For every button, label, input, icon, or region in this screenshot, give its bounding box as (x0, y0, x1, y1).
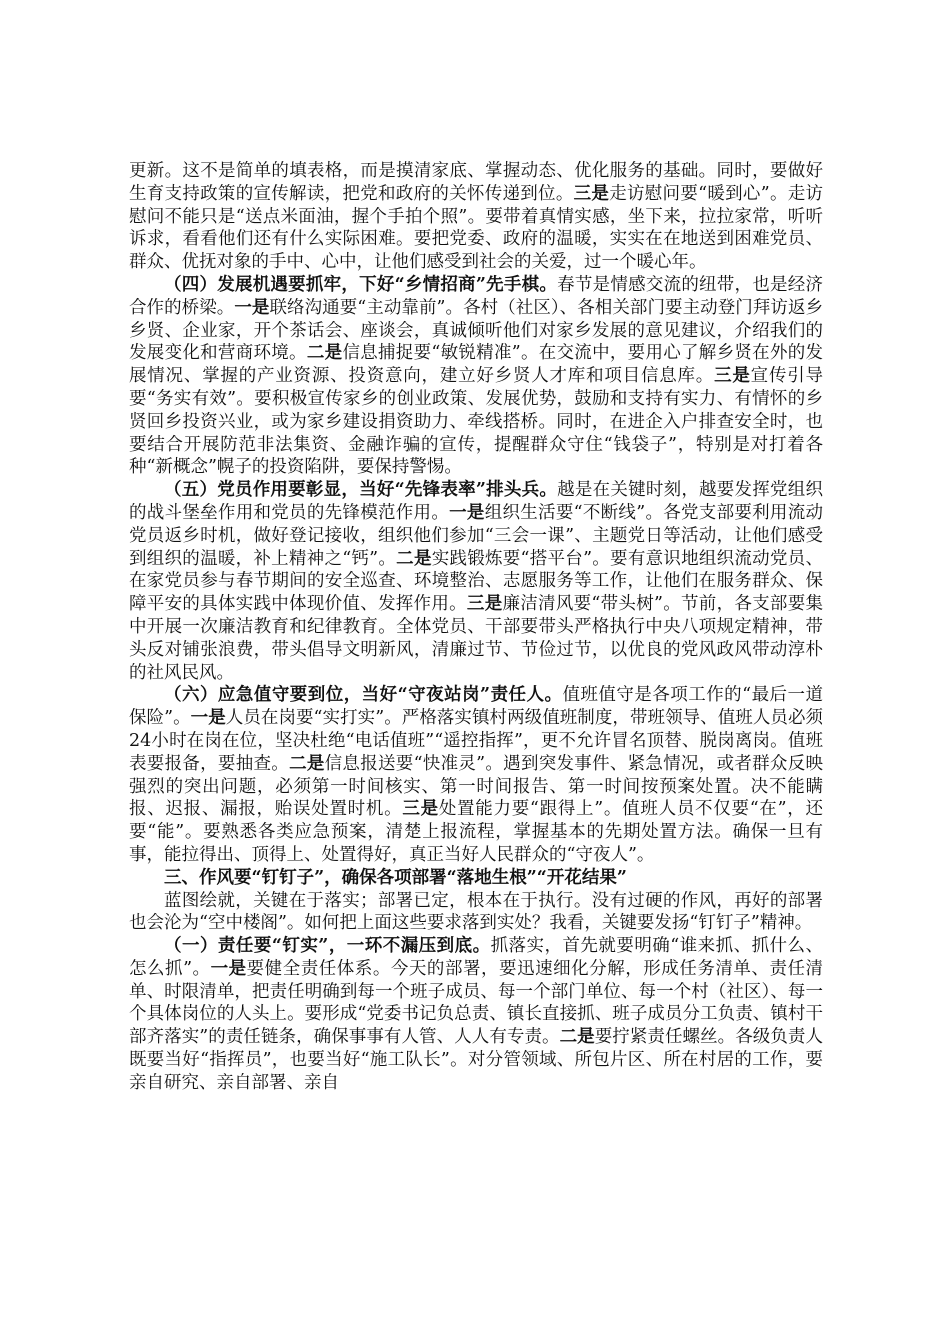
text-run: 宣传引导要“务实有效”。要积极宣传家乡的创业政策、发展优势，鼓励和支持有实力、有情怀的乡贤回乡投资兴业，或为家乡建设捐资助力、牵线搭桥。同时，在进企入户排查安全时，也要结合开展防范非法集资、金融诈骗的宣传，提醒群众守住“钱袋子”，特别是对打着各种“新概念”幌子的投资陷阱，要保持警惕。 (129, 366, 824, 478)
text-run: 春节是情感交流的纽带，也是经济合作的桥梁。 (129, 274, 823, 318)
bold-text-run: 三是 (714, 366, 751, 387)
document-body (129, 160, 823, 1095)
text-run: 实践锻炼要“搭平台”。要有意识地组织流动党员、在家党员参与春节期间的安全巡查、环境整治、志愿服务等工作，让他们在服务群众、保障平安的具体实践中体现价值、发挥作用。 (129, 548, 823, 615)
section-heading: （六）应急值守要到位，当好“守夜站岗”责任人。 (164, 685, 563, 706)
text-run: 信息报送要“快准灵”。遇到突发事件、紧急情况，或者群众反映强烈的突出问题，必须第一时间核实、第一时间报告、第一时间按预案处置。决不能瞒报、迟报、漏报，贻误处置时机。 (129, 753, 823, 820)
bold-text-run: 二是 (396, 548, 432, 569)
text-run: 要健全责任体系。今天的部署，要迅速细化分解，形成任务清单、责任清单、时限清单，把责任明确到每一个班子成员、每一个部门单位、每一个村（社区）、每一个具体岗位的人头上。要形成“党委书记负总责、镇长直接抓、班子成员分工负责、镇村干部齐落实”的责任链条，确保事事有人管、人人有专责。 (129, 958, 824, 1048)
section-heading: （一）责任要“钉实”，一环不漏压到底。 (164, 936, 491, 957)
chapter-heading-text: 三、作风要“钉钉子”，确保各项部署“落地生根”“开花结果” (164, 867, 627, 888)
text-run: 值班值守是各项工作的“最后一道保险”。 (129, 685, 823, 729)
text-run: 廉洁清风要“带头树”。节前，各支部要集中开展一次廉洁教育和纪律教育。全体党员、干部要带头严格执行中央八项规定精神，带头反对铺张浪费，带头倡导文明新风，清廉过节、节俭过节，以优良的党风政风带动淳朴的社风民风。 (129, 594, 823, 683)
paragraph (129, 935, 823, 1095)
bold-text-run: 三是 (466, 594, 503, 615)
bold-text-run: 二是 (559, 1027, 595, 1048)
text-run: 联络沟通要“主动靠前”。各村（社区）、各相关部门要主动登门拜访返乡乡贤、企业家，开个茶话会、座谈会，真诚倾听他们对家乡发展的意见建议，介绍我们的发展变化和营商环境。 (129, 297, 824, 364)
text-run: 越是在关键时刻，越要发挥党组织的战斗堡垒作用和党员的先锋模范作用。 (129, 480, 823, 523)
bold-text-run: 二是 (289, 753, 325, 774)
bold-text-run: 三是 (573, 183, 610, 204)
paragraph (129, 160, 823, 274)
bold-text-run: 一是 (210, 958, 247, 979)
bold-text-run: 一是 (234, 297, 270, 318)
bold-text-run: 二是 (306, 343, 343, 364)
text-run: 更新。这不是简单的填表格，而是摸清家底、掌握动态、优化服务的基础。同时，要做好生育支持政策的宣传解读，把党和政府的关怀传递到位。 (129, 161, 823, 204)
bold-text-run: 一是 (190, 708, 226, 729)
section-heading: （四）发展机遇要抓牢，下好“乡情招商”先手棋。 (164, 274, 558, 295)
text-run: 抓落实，首先就要明确“谁来抓、抓什么、怎么抓”。 (129, 936, 823, 979)
text-run: 处置能力要“跟得上”。值班人员不仅要“在”，还要“能”。要熟悉各类应急预案，清楚上报流程，掌握基本的先期处置方法。确保一旦有事，能拉得出、顶得上、处置得好，真正当好人民群众的“守夜人”。 (129, 799, 824, 865)
paragraph (129, 890, 823, 936)
text-run: 人员在岗要“实打实”。严格落实镇村两级值班制度，带班领导、值班人员必须24小时在岗在位，坚决杜绝“电话值班”“遥控指挥”，更不允许冒名顶替、脱岗离岗。值班表要报备，要抽查。 (129, 708, 824, 774)
bold-text-run: 一是 (449, 502, 485, 523)
section-heading: （五）党员作用要彰显，当好“先锋表率”排头兵。 (164, 480, 558, 501)
text-run: 要拧紧责任螺丝。各级负责人既要当好“指挥员”，也要当好“施工队长”。对分管领域、所包片区、所在村居的工作，要亲自研究、亲自部署、亲自 (129, 1027, 824, 1093)
text-run: 信息捕捉要“敏锐精准”。在交流中，要用心了解乡贤在外的发展情况、掌握的产业资源、投资意向，建立好乡贤人才库和项目信息库。 (129, 343, 824, 387)
text-run: 蓝图绘就，关键在于落实；部署已定，根本在于执行。没有过硬的作风，再好的部署也会沦为“空中楼阁”。如何把上面这些要求落到实处？我看，关键要发扬“钉钉子”精神。 (129, 890, 823, 934)
paragraph (129, 684, 823, 866)
text-run: 组织生活要“不断线”。各党支部要利用流动党员返乡时机，做好登记接收，组织他们参加“三会一课”、主题党日等活动，让他们感受到组织的温暖，补上精神之“钙”。 (129, 502, 823, 569)
paragraph (129, 479, 823, 684)
bold-text-run: 三是 (402, 799, 439, 820)
paragraph (129, 274, 823, 479)
chapter-heading (129, 867, 823, 890)
text-run: 走访慰问要“暖到心”。走访慰问不能只是“送点米面油，握个手拍个照”。要带着真情实感，坐下来，拉拉家常，听听诉求，看看他们还有什么实际困难。要把党委、政府的温暖，实实在在地送到困难党员、群众、优抚对象的手中、心中，让他们感受到社会的关爱，过一个暖心年。 (129, 183, 824, 273)
